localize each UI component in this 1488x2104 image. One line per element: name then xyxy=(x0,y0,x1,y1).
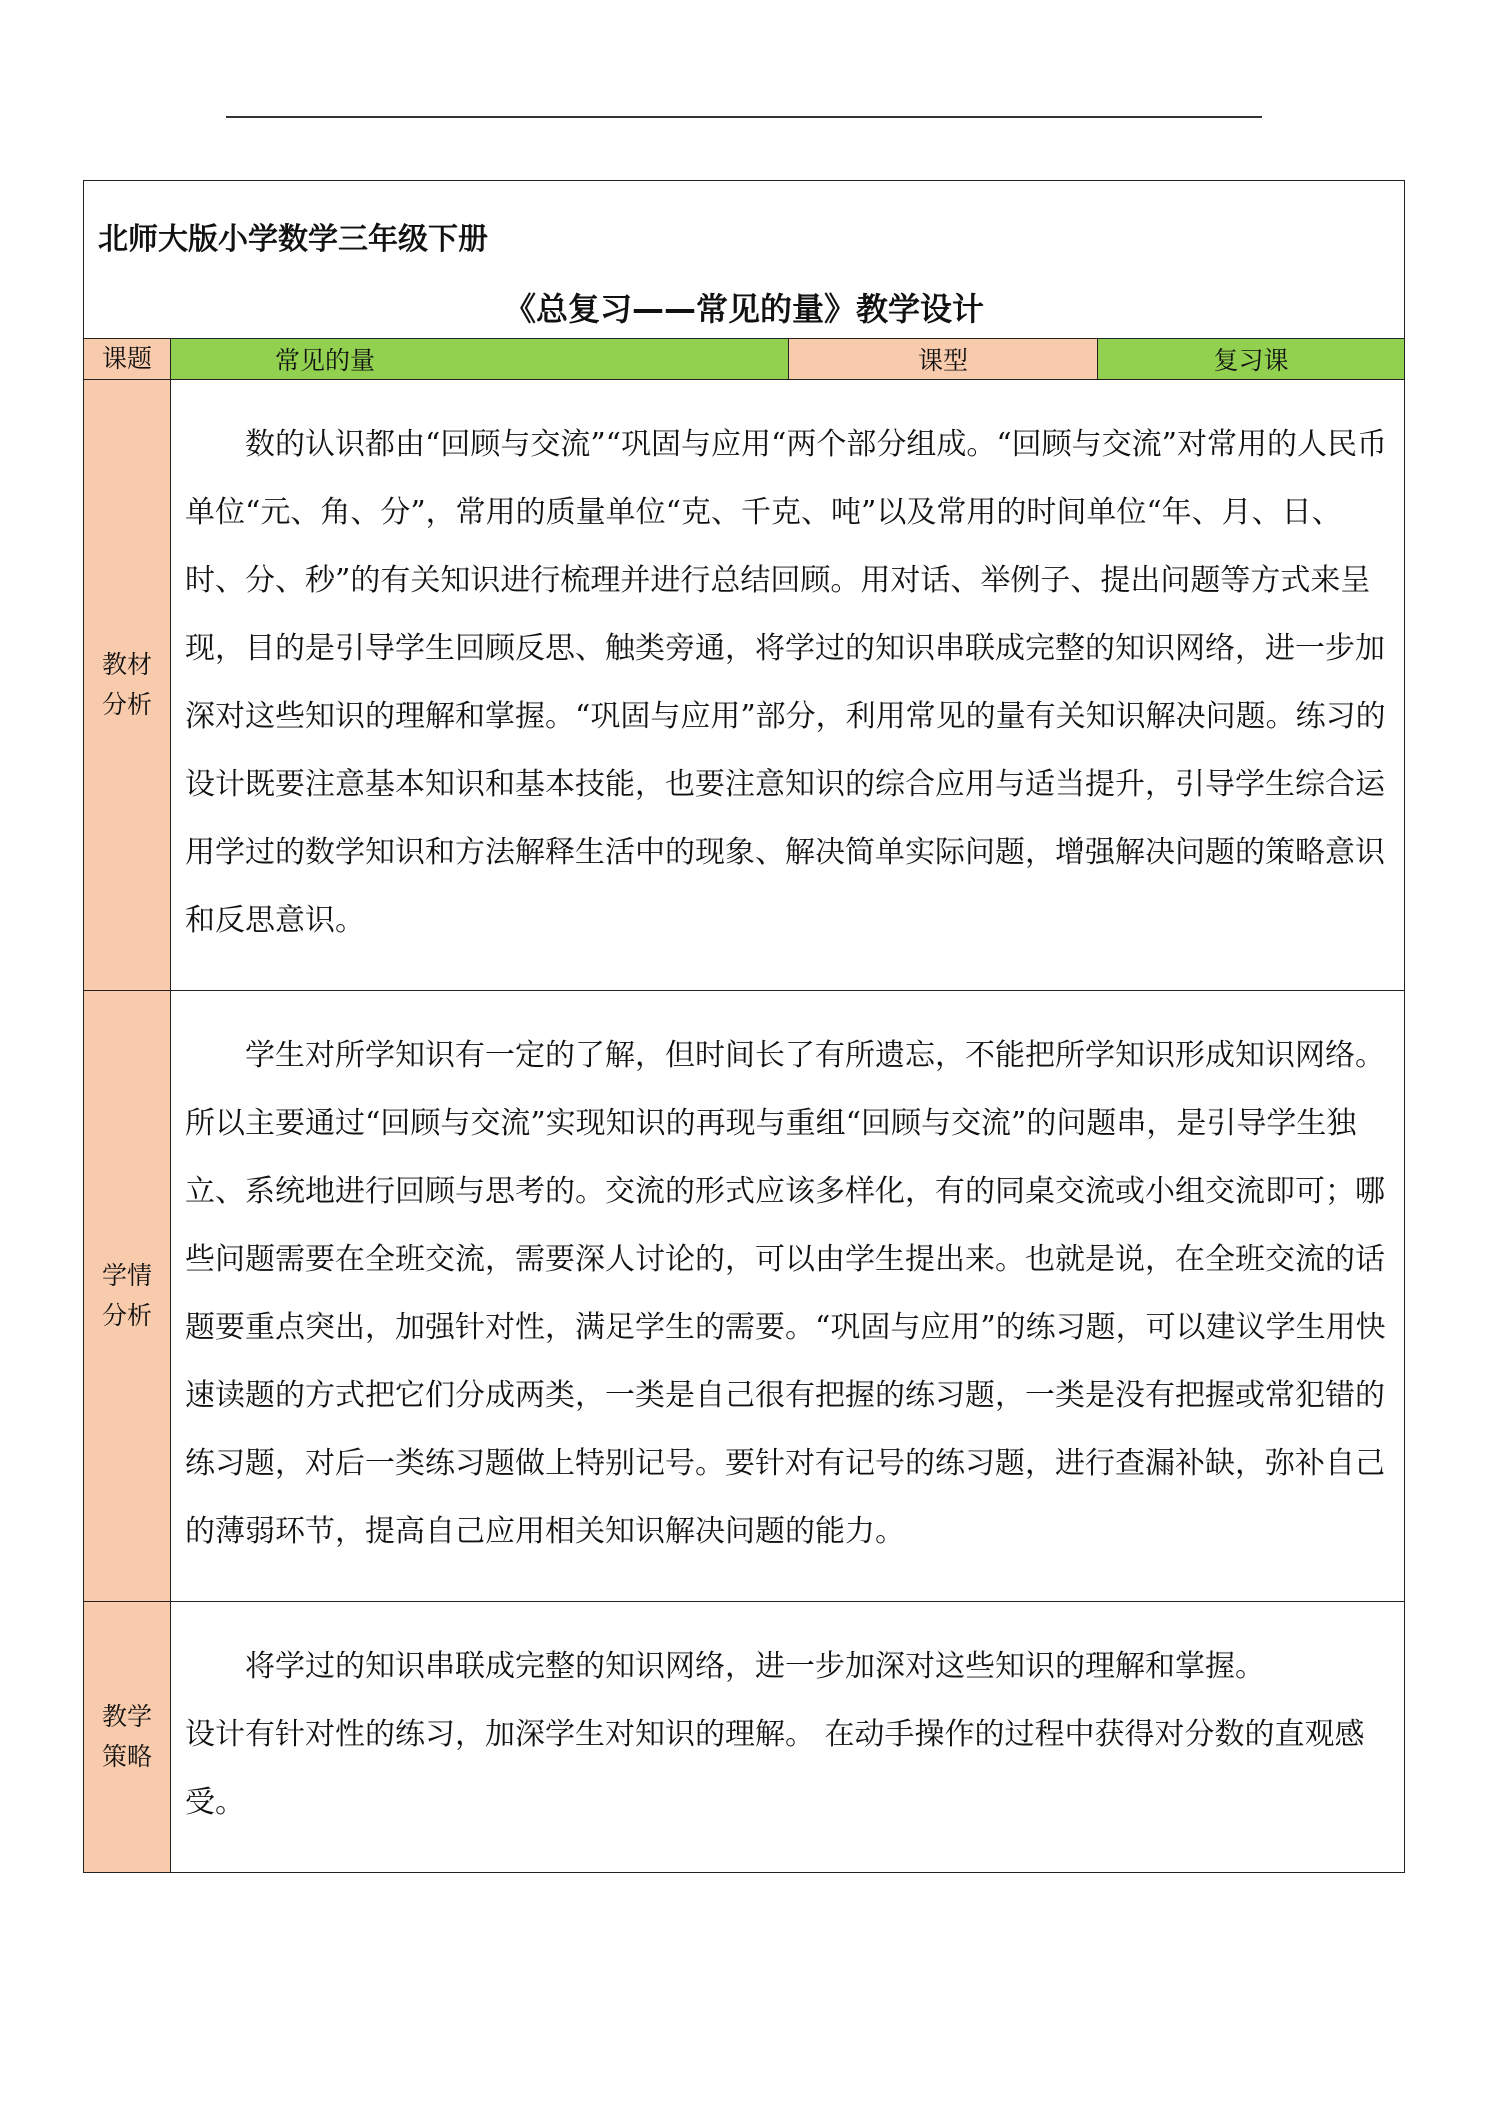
section-paragraph: 数的认识都由“回顾与交流”“巩固与应用“两个部分组成。“回顾与交流”对常用的人民币单位“元、角、分”，常用的质量单位“克、千克、吨”以及常用的时间单位“年、月、日、时、分、秒”的有关知识进行梳理并进行总结回顾。用对话、举例子、提出问题等方式来呈现，目的是引导学生回顾反思、触类旁通，将学过的知识串联成完整的知识网络，进一步加深对这些知识的理解和掌握。“巩固与应用”部分，利用常见的量有关知识解决问题。练习的设计既要注意基本知识和基本技能，也要注意知识的综合应用与适当提升，引导学生综合运用学过的数学知识和方法解释生活中的现象、解决简单实际问题，增强解决问题的策略意识和反思意识。 xyxy=(185,427,1388,938)
header-rule xyxy=(226,116,1262,118)
section-paragraph: 将学过的知识串联成完整的知识网络，进一步加深对这些知识的理解和掌握。 xyxy=(245,1649,1265,1684)
type-label: 课型 xyxy=(789,339,1098,380)
page-title: 《总复习——常见的量》教学设计 xyxy=(504,289,985,328)
title-cell xyxy=(84,181,1405,339)
section-label: 教材 分析 xyxy=(84,380,171,991)
series-name: 北师大版小学数学三年级下册 xyxy=(98,221,488,257)
topic-label: 课题 xyxy=(84,339,171,380)
topic-value: 常见的量 xyxy=(171,339,789,380)
section-paragraph: 设计有针对性的练习，加深学生对知识的理解。 在动手操作的过程中获得对分数的直观感受。 xyxy=(185,1717,1365,1820)
meta-row xyxy=(84,339,1405,380)
title-row xyxy=(84,181,1405,339)
section-label: 学情 分析 xyxy=(84,991,171,1602)
section-body xyxy=(171,380,1405,991)
section-row-textbook xyxy=(84,380,1405,991)
section-body xyxy=(171,1602,1405,1873)
section-row-strategy xyxy=(84,1602,1405,1873)
lesson-plan-table xyxy=(83,180,1405,1873)
section-paragraph: 学生对所学知识有一定的了解，但时间长了有所遗忘，不能把所学知识形成知识网络。所以主要通过“回顾与交流”实现知识的再现与重组“回顾与交流”的问题串，是引导学生独立、系统地进行回顾与思考的。交流的形式应该多样化，有的同桌交流或小组交流即可；哪些问题需要在全班交流，需要深人讨论的，可以由学生提出来。也就是说，在全班交流的话题要重点突出，加强针对性，满足学生的需要。“巩固与应用”的练习题，可以建议学生用快速读题的方式把它们分成两类，一类是自己很有把握的练习题，一类是没有把握或常犯错的练习题，对后一类练习题做上特别记号。要针对有记号的练习题，进行查漏补缺，弥补自己的薄弱环节，提高自己应用相关知识解决问题的能力。 xyxy=(185,1038,1386,1549)
section-body xyxy=(171,991,1405,1602)
section-row-students xyxy=(84,991,1405,1602)
type-value: 复习课 xyxy=(1098,339,1405,380)
section-label: 教学 策略 xyxy=(84,1602,171,1873)
